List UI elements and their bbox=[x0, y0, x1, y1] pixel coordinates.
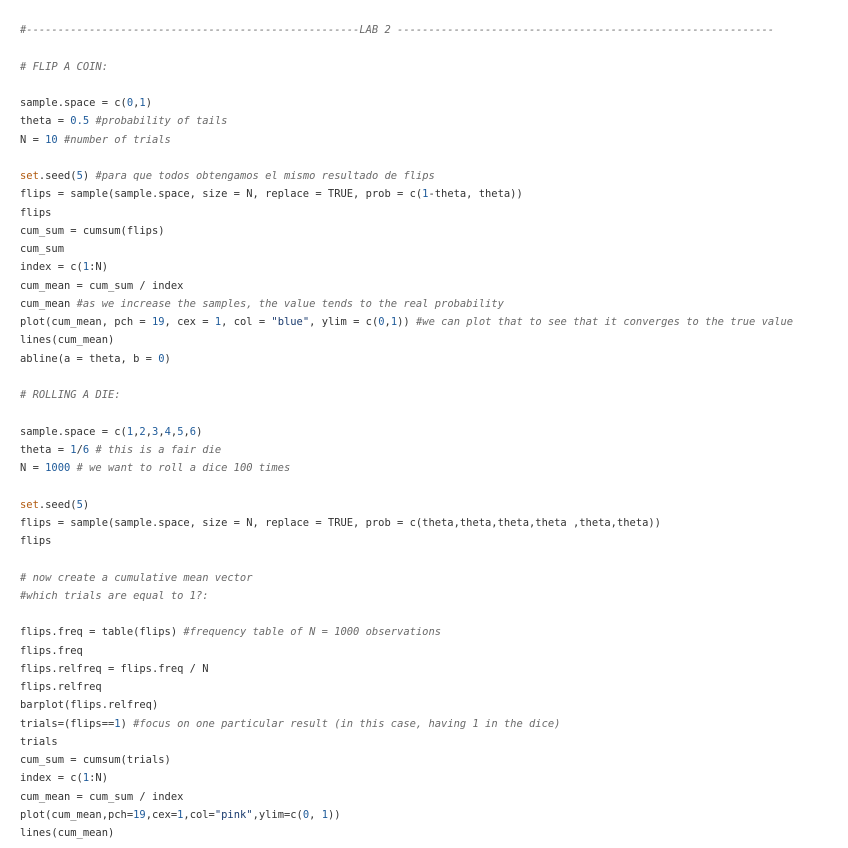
code-text: ) bbox=[145, 97, 153, 109]
code-number: 0.5 bbox=[70, 115, 90, 128]
code-number: 2 bbox=[139, 425, 146, 438]
code-text: lines(cum_mean) bbox=[20, 334, 115, 347]
code-comment: #which trials are equal to 1?: bbox=[20, 589, 209, 602]
code-text: flips bbox=[20, 206, 52, 219]
code-line bbox=[20, 277, 848, 295]
code-text: / bbox=[76, 443, 83, 456]
code-text: cum_mean = cum_sum / index bbox=[20, 279, 184, 292]
code-text: flips = sample(sample.space, size = N, replace = TRUE, prob = c( bbox=[20, 188, 423, 201]
code-number: 1 bbox=[422, 188, 429, 201]
code-text: N = bbox=[20, 462, 46, 474]
code-text: :N) bbox=[89, 261, 108, 274]
code-comment: #para que todos obtengamos el mismo resultado de flips bbox=[95, 170, 435, 182]
code-line bbox=[20, 660, 848, 678]
code-number: 6 bbox=[189, 425, 197, 438]
code-text: ,cex= bbox=[145, 808, 178, 821]
code-text: ,ylim=c( bbox=[252, 808, 303, 821]
code-line bbox=[20, 240, 848, 258]
code-line bbox=[20, 149, 848, 167]
code-line bbox=[20, 21, 848, 39]
code-text: theta = bbox=[20, 443, 71, 456]
code-number: 19 bbox=[151, 316, 165, 328]
code-line bbox=[20, 733, 848, 751]
code-line bbox=[20, 587, 848, 605]
code-text: :N) bbox=[89, 772, 108, 785]
code-number: 10 bbox=[45, 133, 58, 146]
code-text: cum_sum bbox=[20, 243, 64, 255]
code-text: flips.relfreq = flips.freq / N bbox=[20, 662, 209, 675]
code-number: 1 bbox=[214, 316, 222, 328]
code-comment: #number of trials bbox=[64, 133, 171, 146]
code-number: 1 bbox=[126, 425, 134, 438]
code-text: , bbox=[158, 425, 165, 438]
code-text: N = bbox=[20, 133, 46, 146]
code-keyword: set bbox=[20, 170, 39, 182]
code-text: flips bbox=[20, 535, 52, 547]
code-text: trials bbox=[20, 735, 58, 748]
code-line bbox=[20, 331, 848, 349]
code-line bbox=[20, 112, 848, 130]
code-number: 1000 bbox=[45, 462, 71, 474]
code-text: , cex = bbox=[164, 316, 215, 328]
code-text: , bbox=[384, 316, 391, 328]
code-line bbox=[20, 459, 848, 477]
code-line bbox=[20, 295, 848, 313]
code-text: plot(cum_mean, pch = bbox=[20, 316, 152, 328]
code-line bbox=[20, 423, 848, 441]
code-text: sample.space = c( bbox=[20, 425, 127, 438]
code-line bbox=[20, 39, 848, 57]
code-number: 1 bbox=[82, 772, 90, 785]
code-number: 3 bbox=[152, 425, 159, 438]
code-line bbox=[20, 532, 848, 550]
code-line bbox=[20, 696, 848, 714]
code-text: , bbox=[183, 425, 190, 438]
code-line bbox=[20, 623, 848, 641]
code-number: 1 bbox=[390, 316, 398, 328]
code-string: "blue" bbox=[271, 316, 310, 328]
code-line bbox=[20, 514, 848, 532]
code-line bbox=[20, 496, 848, 514]
code-text: ) bbox=[82, 498, 90, 511]
code-text: theta = bbox=[20, 115, 71, 128]
code-line bbox=[20, 824, 848, 842]
code-line bbox=[20, 94, 848, 112]
code-text: ,col= bbox=[183, 808, 215, 821]
code-text: cum_mean = cum_sum / index bbox=[20, 790, 184, 803]
code-comment: # ROLLING A DIE: bbox=[20, 389, 121, 401]
code-line bbox=[20, 131, 848, 149]
code-line bbox=[20, 477, 848, 495]
code-number: 1 bbox=[70, 443, 77, 456]
code-comment: # now create a cumulative mean vector bbox=[20, 571, 253, 584]
code-comment: #-----------------------------------------------------LAB 2 ------------------------------------------------------------ bbox=[20, 24, 775, 36]
code-line bbox=[20, 569, 848, 587]
code-number: 0 bbox=[302, 808, 310, 821]
code-text: ) bbox=[164, 352, 171, 365]
code-comment: #focus on one particular result (in this case, having 1 in the dice) bbox=[133, 717, 561, 730]
code-line bbox=[20, 204, 848, 222]
code-number: 1 bbox=[321, 808, 329, 821]
code-text: plot(cum_mean,pch= bbox=[20, 808, 134, 821]
code-line bbox=[20, 386, 848, 404]
code-line bbox=[20, 222, 848, 240]
code-text: , bbox=[133, 425, 140, 438]
code-line bbox=[20, 769, 848, 787]
code-text: , col = bbox=[221, 316, 272, 328]
code-number: 0 bbox=[378, 316, 385, 328]
code-line bbox=[20, 678, 848, 696]
code-comment: # we want to roll a dice 100 times bbox=[76, 462, 291, 474]
code-text: flips.freq bbox=[20, 644, 83, 657]
code-comment: # FLIP A COIN: bbox=[20, 60, 108, 73]
code-line bbox=[20, 550, 848, 568]
code-keyword: set bbox=[20, 498, 39, 511]
code-line bbox=[20, 751, 848, 769]
code-number: 0 bbox=[158, 352, 165, 365]
code-text: , ylim = c( bbox=[309, 316, 379, 328]
code-text: .seed( bbox=[38, 498, 77, 511]
code-number: 6 bbox=[82, 443, 90, 456]
code-line bbox=[20, 350, 848, 368]
code-text: , bbox=[133, 97, 140, 109]
code-number: 4 bbox=[164, 425, 171, 438]
code-number: 1 bbox=[82, 261, 90, 274]
code-line bbox=[20, 715, 848, 733]
code-text: cum_sum = cumsum(trials) bbox=[20, 754, 171, 766]
code-text: flips = sample(sample.space, size = N, replace = TRUE, prob = c(theta,theta,theta,theta ,theta,theta)) bbox=[20, 516, 661, 529]
code-text: index = c( bbox=[20, 261, 83, 274]
code-number: 5 bbox=[76, 170, 83, 182]
code-number: 1 bbox=[139, 97, 146, 109]
code-line bbox=[20, 76, 848, 94]
code-line bbox=[20, 404, 848, 422]
code-text: , bbox=[309, 808, 322, 821]
code-string: "pink" bbox=[214, 808, 253, 821]
code-comment: #probability of tails bbox=[95, 115, 228, 128]
code-line bbox=[20, 441, 848, 459]
code-line bbox=[20, 313, 848, 331]
code-number: 0 bbox=[126, 97, 134, 109]
code-text: flips.relfreq bbox=[20, 681, 102, 693]
code-comment: #we can plot that to see that it converges to the true value bbox=[416, 316, 794, 328]
code-line bbox=[20, 605, 848, 623]
code-comment: # this is a fair die bbox=[95, 443, 222, 456]
code-text: flips.freq = table(flips) bbox=[20, 626, 184, 639]
code-text: )) bbox=[328, 808, 341, 821]
code-number: 1 bbox=[177, 808, 184, 821]
code-text: , bbox=[170, 425, 178, 438]
code-text: sample.space = c( bbox=[20, 97, 127, 109]
code-text: abline(a = theta, b = bbox=[20, 352, 159, 365]
code-text: cum_mean bbox=[20, 297, 77, 310]
code-text: ) bbox=[82, 170, 96, 182]
code-number: 19 bbox=[133, 808, 146, 821]
code-comment: #as we increase the samples, the value tends to the real probability bbox=[76, 297, 504, 310]
code-text: ) bbox=[120, 717, 134, 730]
code-text: , bbox=[145, 425, 153, 438]
code-line bbox=[20, 806, 848, 824]
code-comment: #frequency table of N = 1000 observations bbox=[183, 626, 442, 639]
code-text: barplot(flips.relfreq) bbox=[20, 699, 159, 712]
code-line bbox=[20, 642, 848, 660]
code-text: )) bbox=[397, 316, 416, 328]
code-editor[interactable] bbox=[20, 21, 848, 842]
code-line bbox=[20, 368, 848, 386]
code-line bbox=[20, 185, 848, 203]
code-line bbox=[20, 167, 848, 185]
code-number: 1 bbox=[114, 717, 121, 730]
code-text: .seed( bbox=[38, 170, 77, 182]
code-text: cum_sum = cumsum(flips) bbox=[20, 224, 165, 237]
code-text: trials=(flips== bbox=[20, 717, 115, 730]
code-text: -theta, theta)) bbox=[428, 188, 523, 201]
code-line bbox=[20, 258, 848, 276]
code-text: ) bbox=[196, 425, 203, 438]
code-number: 5 bbox=[177, 425, 184, 438]
code-text: lines(cum_mean) bbox=[20, 827, 115, 839]
code-number: 5 bbox=[76, 498, 83, 511]
code-line bbox=[20, 788, 848, 806]
code-line bbox=[20, 58, 848, 76]
code-text: index = c( bbox=[20, 772, 83, 785]
